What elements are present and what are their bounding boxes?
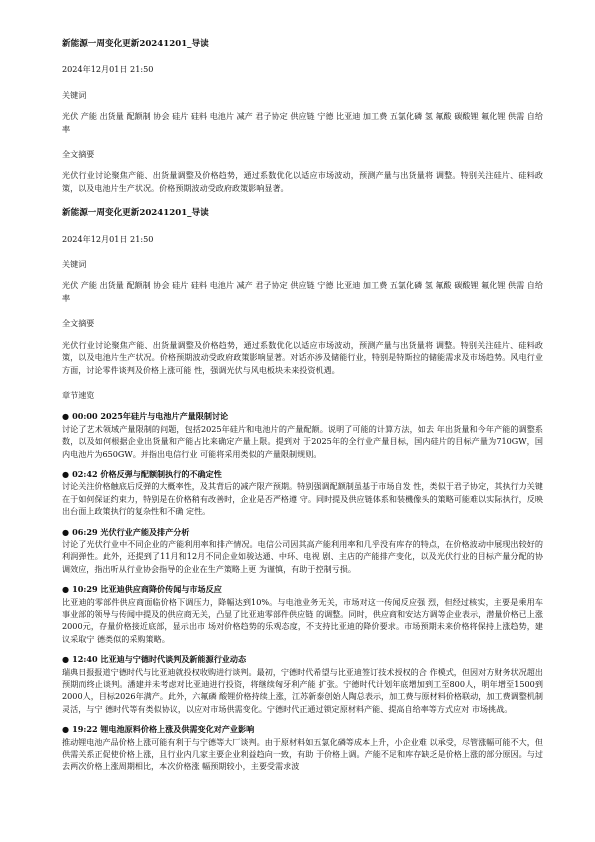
keywords-text: 光伏 产能 出货量 配额制 协会 硅片 硅料 电池片 减产 君子协定 供应链 宁德 比亚迪 加工费 五氯化磷 氢 氟酸 碳酸锂 氟化锂 供需 自给率 xyxy=(62,111,543,134)
header-block-2 xyxy=(62,207,543,401)
chapter-item xyxy=(62,410,543,460)
document-title: 新能源一周变化更新20241201_导读 xyxy=(62,39,209,49)
header-block-1 xyxy=(62,38,543,194)
chapter-body: 推动锂电池产品价格上涨可能有利于与宁德等大厂谈判。由于原材料如五氯化磷等成本上升，小企业难 以承受，尽管涨幅可能不大，但供需关系正促使价格上涨，且行业内几家主要企业利益趋向一致，有助 于价格上调。产能不足和库存缺乏是价格上涨的部分原因。与过去两次价格上涨周期相比，本次价格涨 幅预期较小，主要受需求波 xyxy=(62,736,543,772)
document-title-repeat: 新能源一周变化更新20241201_导读 xyxy=(62,208,209,219)
summary-heading: 全文摘要 xyxy=(62,149,95,160)
chapter-body: 讨论关注价格触底后反弹的大概率性，及其背后的减产限产预期。特别强调配额制虽基于市场自发 性，类似于君子协定，其执行力关键在于如何保证约束力，特别是在价格稍有改善时，企业是否严格遵 守。同时提及供应链体系和装機像头的策略可能难以实际执行，反映出台面上政策执行的复杂性和不确 定性。 xyxy=(62,481,543,517)
bullet-icon: ● xyxy=(62,584,70,595)
keywords-heading-repeat: 关键词 xyxy=(62,259,87,270)
summary-heading-repeat: 全文摘要 xyxy=(62,318,95,329)
chapter-item xyxy=(62,583,543,645)
summary-text: 光伏行业讨论聚焦产能、出货量调整及价格趋势，通过系数优化以适应市场波动，预测产量与出货量将 调整。特别关注硅片、硅料政策，以及电池片生产状况。价格预期波动受政府政策影响显著。 xyxy=(62,170,543,193)
chapter-body: 讨论了光伏行业中不同企业的产能利用率和排产情况。电信公司因其高产能利用率和几乎没有库存的特点，在价格波动中展现出较好的利润弹性。此外，还提到了11月和12月不同企业如骏达通、中环、电视 剧、主店的产能排产变化，以及光伏行业的目标产量分配的协调效应，指出听从行业协会指导的企业在生产策略上更 为谨慎，有助于控制亏损。 xyxy=(62,538,543,574)
chapter-body: 比亚迪的零部件供应商面临价格下调压力，降幅达到10%。与电池业务无关，市场对这一传闻反应强 烈，但经过核实，主要是乘用车事业部的领导与传闻中提及的供应商无关，凸显了比亚迪零部件供应链 的调整。同时，供应商和安达方调等企业表示，潜量价格已上涨2000元，存量价格接近底部，显示出市 场对价格趋势的乐观态度，不支持比亚迪的降价要求。市场预期未来价格将保持上涨趋势，建议采取宁 德类似的采购策略。 xyxy=(62,596,543,644)
chapter-item xyxy=(62,468,543,518)
chapter-list xyxy=(62,410,543,773)
chapters-heading: 章节速览 xyxy=(62,389,95,400)
chapter-item xyxy=(62,653,543,715)
document-date-repeat: 2024年12月01日 21:50 xyxy=(62,233,154,244)
bullet-icon: ● xyxy=(62,526,70,537)
chapter-title: 06:29 光伏行业产能及排产分析 xyxy=(72,526,190,537)
keywords-text-repeat: 光伏 产能 出货量 配额制 协会 硅片 硅料 电池片 减产 君子协定 供应链 宁德 比亚迪 加工费 五氯化磷 氢 氟酸 碳酸锂 氟化锂 供需 自给率 xyxy=(62,280,543,303)
bullet-icon: ● xyxy=(62,411,70,422)
bullet-icon: ● xyxy=(62,724,70,735)
chapter-title: 10:29 比亚迪供应商降价传闻与市场反应 xyxy=(72,584,222,595)
keywords-heading: 关键词 xyxy=(62,89,87,100)
bullet-icon: ● xyxy=(62,468,70,479)
chapter-body: 讨论了艺术领域产量限制的问题，包括2025年硅片和电池片的产量配额。说明了可能的计算方法，如去 年出货量和今年产能的调整系数，以及如何根据企业出货量和产能占比来确定产量上限。提到对 于2025年的全行业产量目标，国内硅片的目标产量为710GW，国内电池片为650GW。并指出电信行业 可能将采用类似的产量限制规则。 xyxy=(62,423,543,459)
summary-text-full: 光伏行业讨论聚焦产能、出货量调整及价格趋势，通过系数优化以适应市场波动，预测产量与出货量将 调整。特别关注硅片、硅料政策，以及电池片生产状况。价格预期波动受政府政策影响显著。对话亦涉及储能行业，特别是特斯拉的储能需求及市场趋势。风电行业方面，讨论零件谈判及价格上涨可能 性，强调光伏与风电板块未来投资机遇。 xyxy=(62,339,543,375)
bullet-icon: ● xyxy=(62,654,70,665)
chapter-title: 00:00 2025年硅片与电池片产量限制讨论 xyxy=(72,411,229,422)
chapter-title: 02:42 价格反弹与配额制执行的不确定性 xyxy=(72,468,222,479)
chapter-body: 瑞典日报报道宁德时代与比亚迪就投权收购进行谈判。最初，宁德时代希望与比亚迪签订技术授权的合 作模式，但因对方财务状况超出预期而终止谈判。潘建并未考虑对比亚迪进行投资，将继续匈牙利产能 扩张。宁德时代计划年底增加到工至800人，明年增至1500到2000人，目标2026年满产。此外，六氟磷 酸锂价格持续上涨，江苏新泰创始人陶总表示，加工费与原材料价格联动，加工费调整机制灵活，与宁 德时代等有类似协议，以应对市场供需变化。宁德时代正通过锁定原材料产能、提高自给率等方式应对 市场挑战。 xyxy=(62,666,543,714)
document-date: 2024年12月01日 21:50 xyxy=(62,64,154,75)
chapter-item xyxy=(62,723,543,773)
chapter-item xyxy=(62,526,543,576)
chapter-title: 19:22 锂电池原料价格上涨及供需变化对产业影响 xyxy=(72,724,255,735)
chapter-title: 12:40 比亚迪与宁德时代谈判及新能源行业动态 xyxy=(72,654,247,665)
